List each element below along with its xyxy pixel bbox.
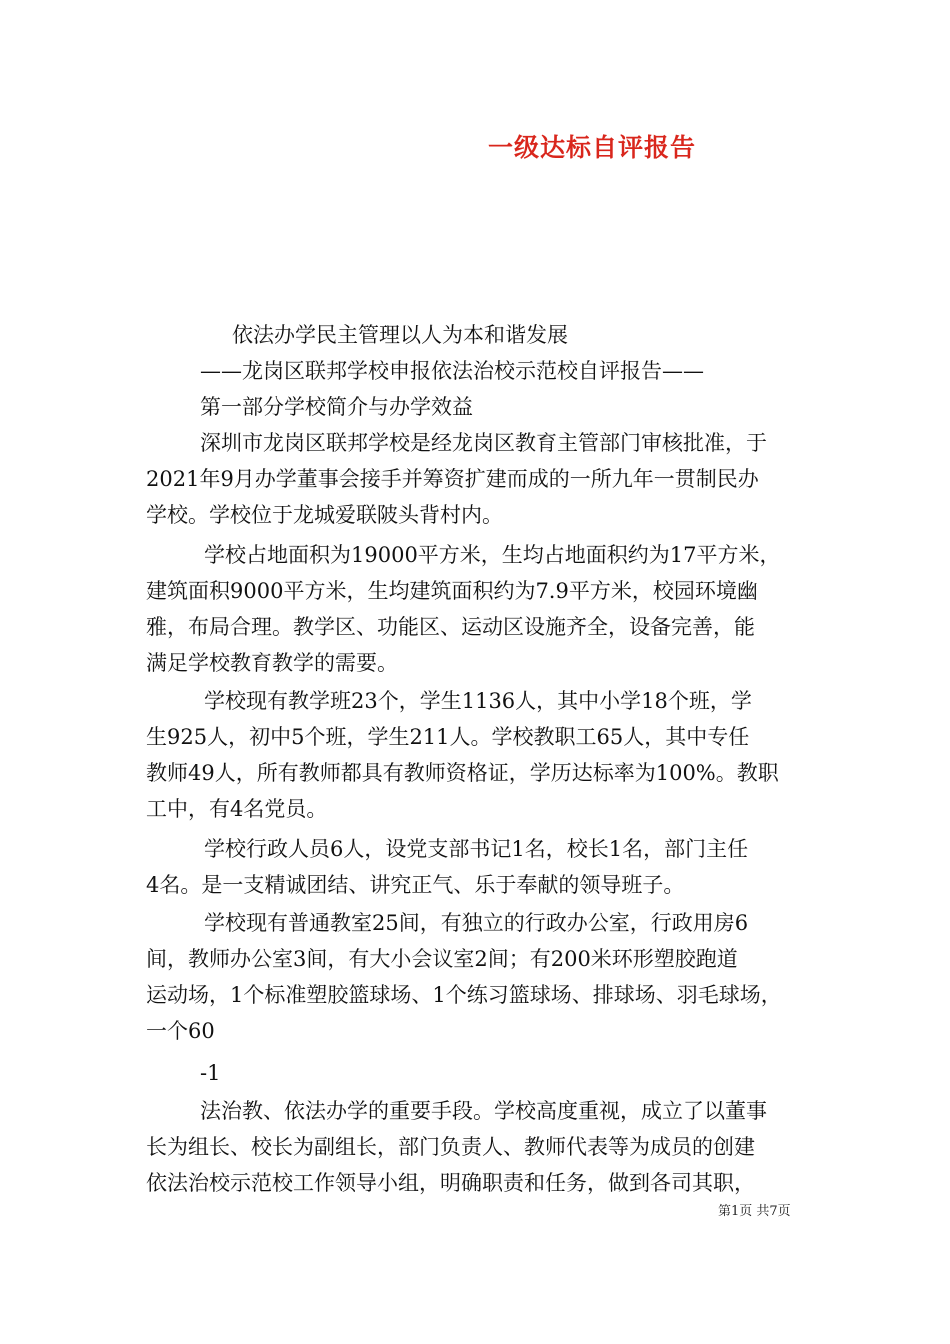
paragraph-line: 生925人，初中5个班，学生211人。学校教职工65人，其中专任 <box>146 725 750 749</box>
paragraph-line: 法治教、依法办学的重要手段。学校高度重视，成立了以董事 <box>200 1099 767 1123</box>
paragraph-line: 深圳市龙岗区联邦学校是经龙岗区教育主管部门审核批准，于 <box>200 431 767 455</box>
paragraph-line: 间，教师办公室3间，有大小会议室2间；有200米环形塑胶跑道 <box>146 947 738 971</box>
paragraph-line: 学校行政人员6人，设党支部书记1名，校长1名，部门主任 <box>204 837 749 861</box>
paragraph-line: 教师49人，所有教师都具有教师资格证，学历达标率为100%。教职 <box>146 761 779 785</box>
report-heading: 依法办学民主管理以人为本和谐发展 <box>232 323 568 347</box>
document-title: 一级达标自评报告 <box>488 133 697 162</box>
paragraph-line: 4名。是一支精诚团结、讲究正气、乐于奉献的领导班子。 <box>146 873 685 897</box>
paragraph-line: 长为组长、校长为副组长，部门负责人、教师代表等为成员的创建 <box>146 1135 755 1159</box>
paragraph-line: 工中，有4名党员。 <box>146 797 328 821</box>
paragraph-line: 学校占地面积为19000平方米，生均占地面积约为17平方米， <box>204 543 781 567</box>
page-marker: -1 <box>200 1061 221 1085</box>
paragraph-line: 一个60 <box>146 1019 215 1043</box>
paragraph-line: 雅，布局合理。教学区、功能区、运动区设施齐全，设备完善，能 <box>146 615 755 639</box>
paragraph-line: 学校现有教学班23个，学生1136人，其中小学18个班，学 <box>204 689 752 713</box>
paragraph-line: 学校。学校位于龙城爱联陂头背村内。 <box>146 503 503 527</box>
section-heading: 第一部分学校简介与办学效益 <box>200 395 473 419</box>
paragraph-line: 满足学校教育教学的需要。 <box>146 651 398 675</box>
paragraph-line: 2021年9月办学董事会接手并筹资扩建而成的一所九年一贯制民办 <box>146 467 759 491</box>
paragraph-line: 建筑面积9000平方米，生均建筑面积约为7.9平方米，校园环境幽 <box>146 579 758 603</box>
paragraph-line: 学校现有普通教室25间，有独立的行政办公室，行政用房6 <box>204 911 749 935</box>
paragraph-line: 依法治校示范校工作领导小组，明确职责和任务，做到各司其职， <box>146 1171 755 1195</box>
page-number: 第1页 共7页 <box>718 1204 791 1219</box>
paragraph-line: 运动场，1个标准塑胶篮球场、1个练习篮球场、排球场、羽毛球场， <box>146 983 782 1007</box>
report-subheading: ——龙岗区联邦学校申报依法治校示范校自评报告—— <box>200 359 704 383</box>
